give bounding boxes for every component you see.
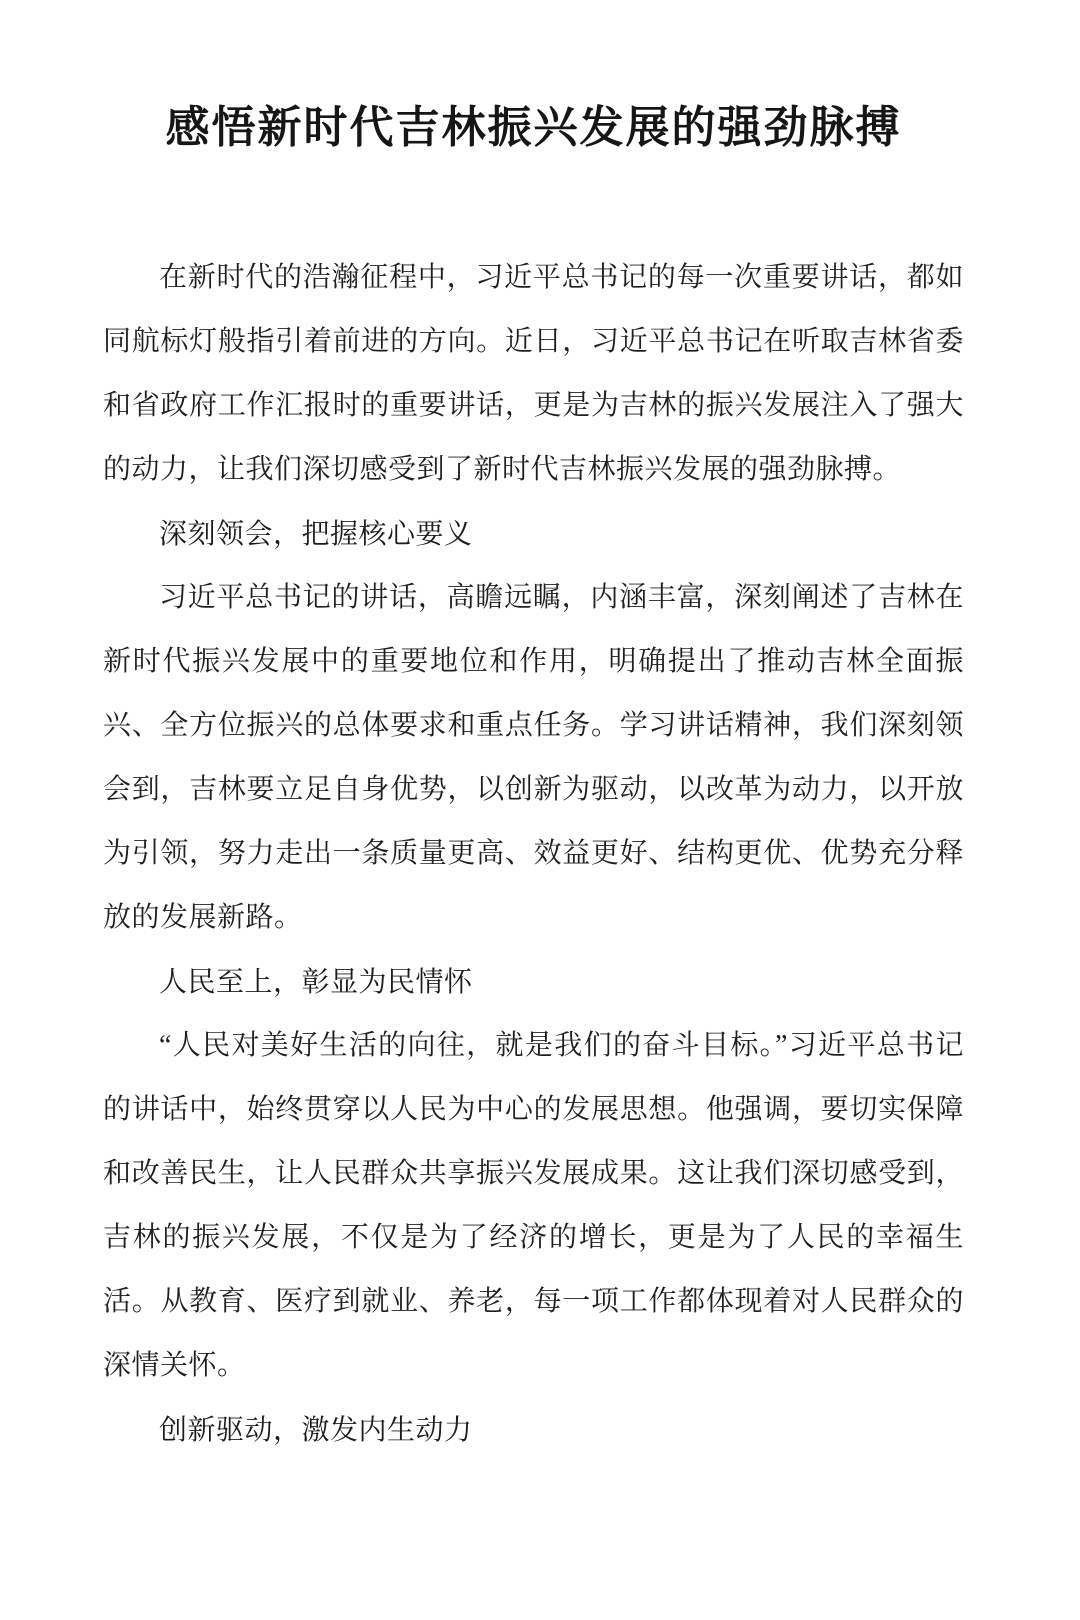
paragraph-intro: 在新时代的浩瀚征程中，习近平总书记的每一次重要讲话，都如同航标灯般指引着前进的方向。近日，习近平总书记在听取吉林省委和省政府工作汇报时的重要讲话，更是为吉林的振兴发展注入了强大的动力，让我们深切感受到了新时代吉林振兴发展的强劲脉搏。 <box>103 262 964 485</box>
section-heading-people-first: 人民至上，彰显为民情怀 <box>159 966 473 997</box>
document-title: 感悟新时代吉林振兴发展的强劲脉搏 <box>165 103 902 152</box>
section-heading-core-meaning: 深刻领会，把握核心要义 <box>159 518 473 549</box>
section-heading-innovation-drive: 创新驱动，激发内生动力 <box>159 1414 473 1445</box>
paragraph-people-first: “人民对美好生活的向往，就是我们的奋斗目标。”习近平总书记的讲话中，始终贯穿以人民为中心的发展思想。他强调，要切实保障和改善民生，让人民群众共享振兴发展成果。这让我们深切感受到，吉林的振兴发展，不仅是为了经济的增长，更是为了人民的幸福生活。从教育、医疗到就业、养老，每一项工作都体现着对人民群众的深情关怀。 <box>103 1030 964 1381</box>
paragraph-core-meaning: 习近平总书记的讲话，高瞻远瞩，内涵丰富，深刻阐述了吉林在新时代振兴发展中的重要地位和作用，明确提出了推动吉林全面振兴、全方位振兴的总体要求和重点任务。学习讲话精神，我们深刻领会到，吉林要立足自身优势，以创新为驱动，以改革为动力，以开放为引领，努力走出一条质量更高、效益更好、结构更优、优势充分释放的发展新路。 <box>103 582 964 933</box>
